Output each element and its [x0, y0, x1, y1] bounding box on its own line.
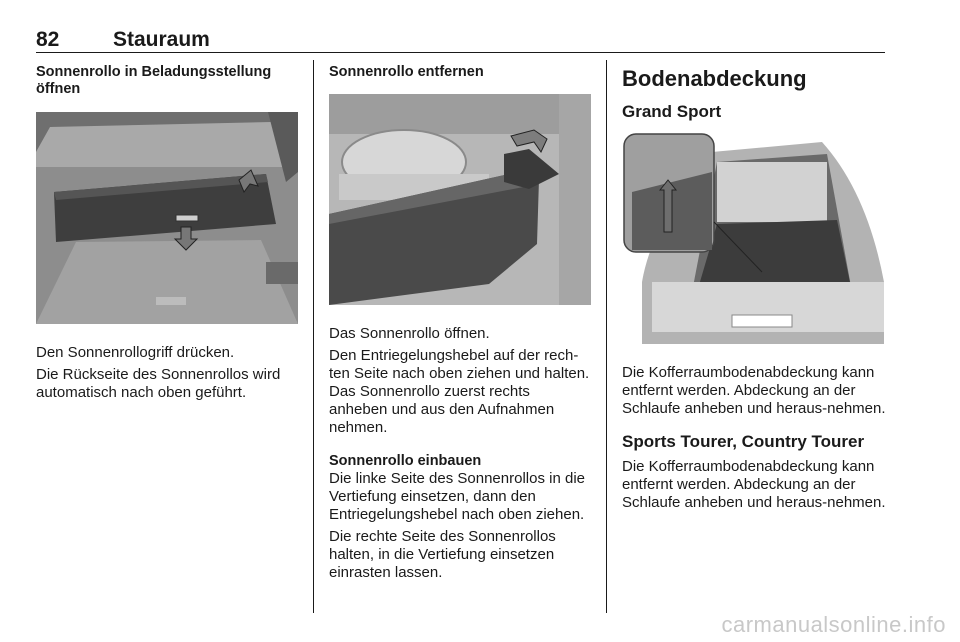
paragraph: Die Kofferraumbodenabdeckung kann entfernt werden. Abdeckung an der Schlaufe anheben und heraus-nehmen. [622, 364, 886, 417]
subsection-title: Sports Tourer, Country Tourer [622, 432, 865, 451]
subsection-title: Grand Sport [622, 102, 722, 121]
column-divider [606, 60, 607, 613]
page-header [36, 26, 885, 53]
watermark: carmanualsonline.info [721, 612, 946, 637]
paragraph: Den Entriegelungshebel auf der rech-ten Seite nach oben ziehen und halten. Das Sonnenrollo zuerst rechts anheben und aus den Aufnahmen nehmen. [329, 347, 590, 436]
column-divider [313, 60, 314, 613]
chapter-title: Stauraum [113, 28, 210, 51]
page-number: 82 [36, 28, 60, 51]
paragraph: Die Kofferraumbodenabdeckung kann entfernt werden. Abdeckung an der Schlaufe anheben und heraus-nehmen. [622, 458, 886, 511]
figure-floor-cover-grand-sport [622, 132, 884, 344]
column-3 [622, 64, 886, 512]
section-title: Bodenabdeckung [622, 66, 807, 91]
column-1 [36, 64, 298, 402]
paragraph: Die rechte Seite des Sonnenrollos halten, in die Vertiefung einsetzen einrasten lassen. [329, 528, 556, 581]
column-2 [329, 64, 591, 582]
paragraph: Die Rückseite des Sonnenrollos wird automatisch nach oben geführt. [36, 366, 281, 401]
subheading: Sonnenrollo einbauen [329, 453, 482, 469]
section-heading: Sonnenrollo entfernen [329, 64, 484, 80]
paragraph: Die linke Seite des Sonnenrollos in die Vertiefung einsetzen, dann den Entriegelungshebel nach oben ziehen. [329, 470, 585, 523]
paragraph: Den Sonnenrollogriff drücken. [36, 344, 235, 361]
figure-cargo-cover-removal [329, 94, 591, 305]
section-heading: Sonnenrollo in Beladungsstellung öffnen [36, 64, 272, 97]
figure-cargo-cover-open [36, 112, 298, 324]
paragraph: Das Sonnenrollo öffnen. [329, 325, 490, 342]
